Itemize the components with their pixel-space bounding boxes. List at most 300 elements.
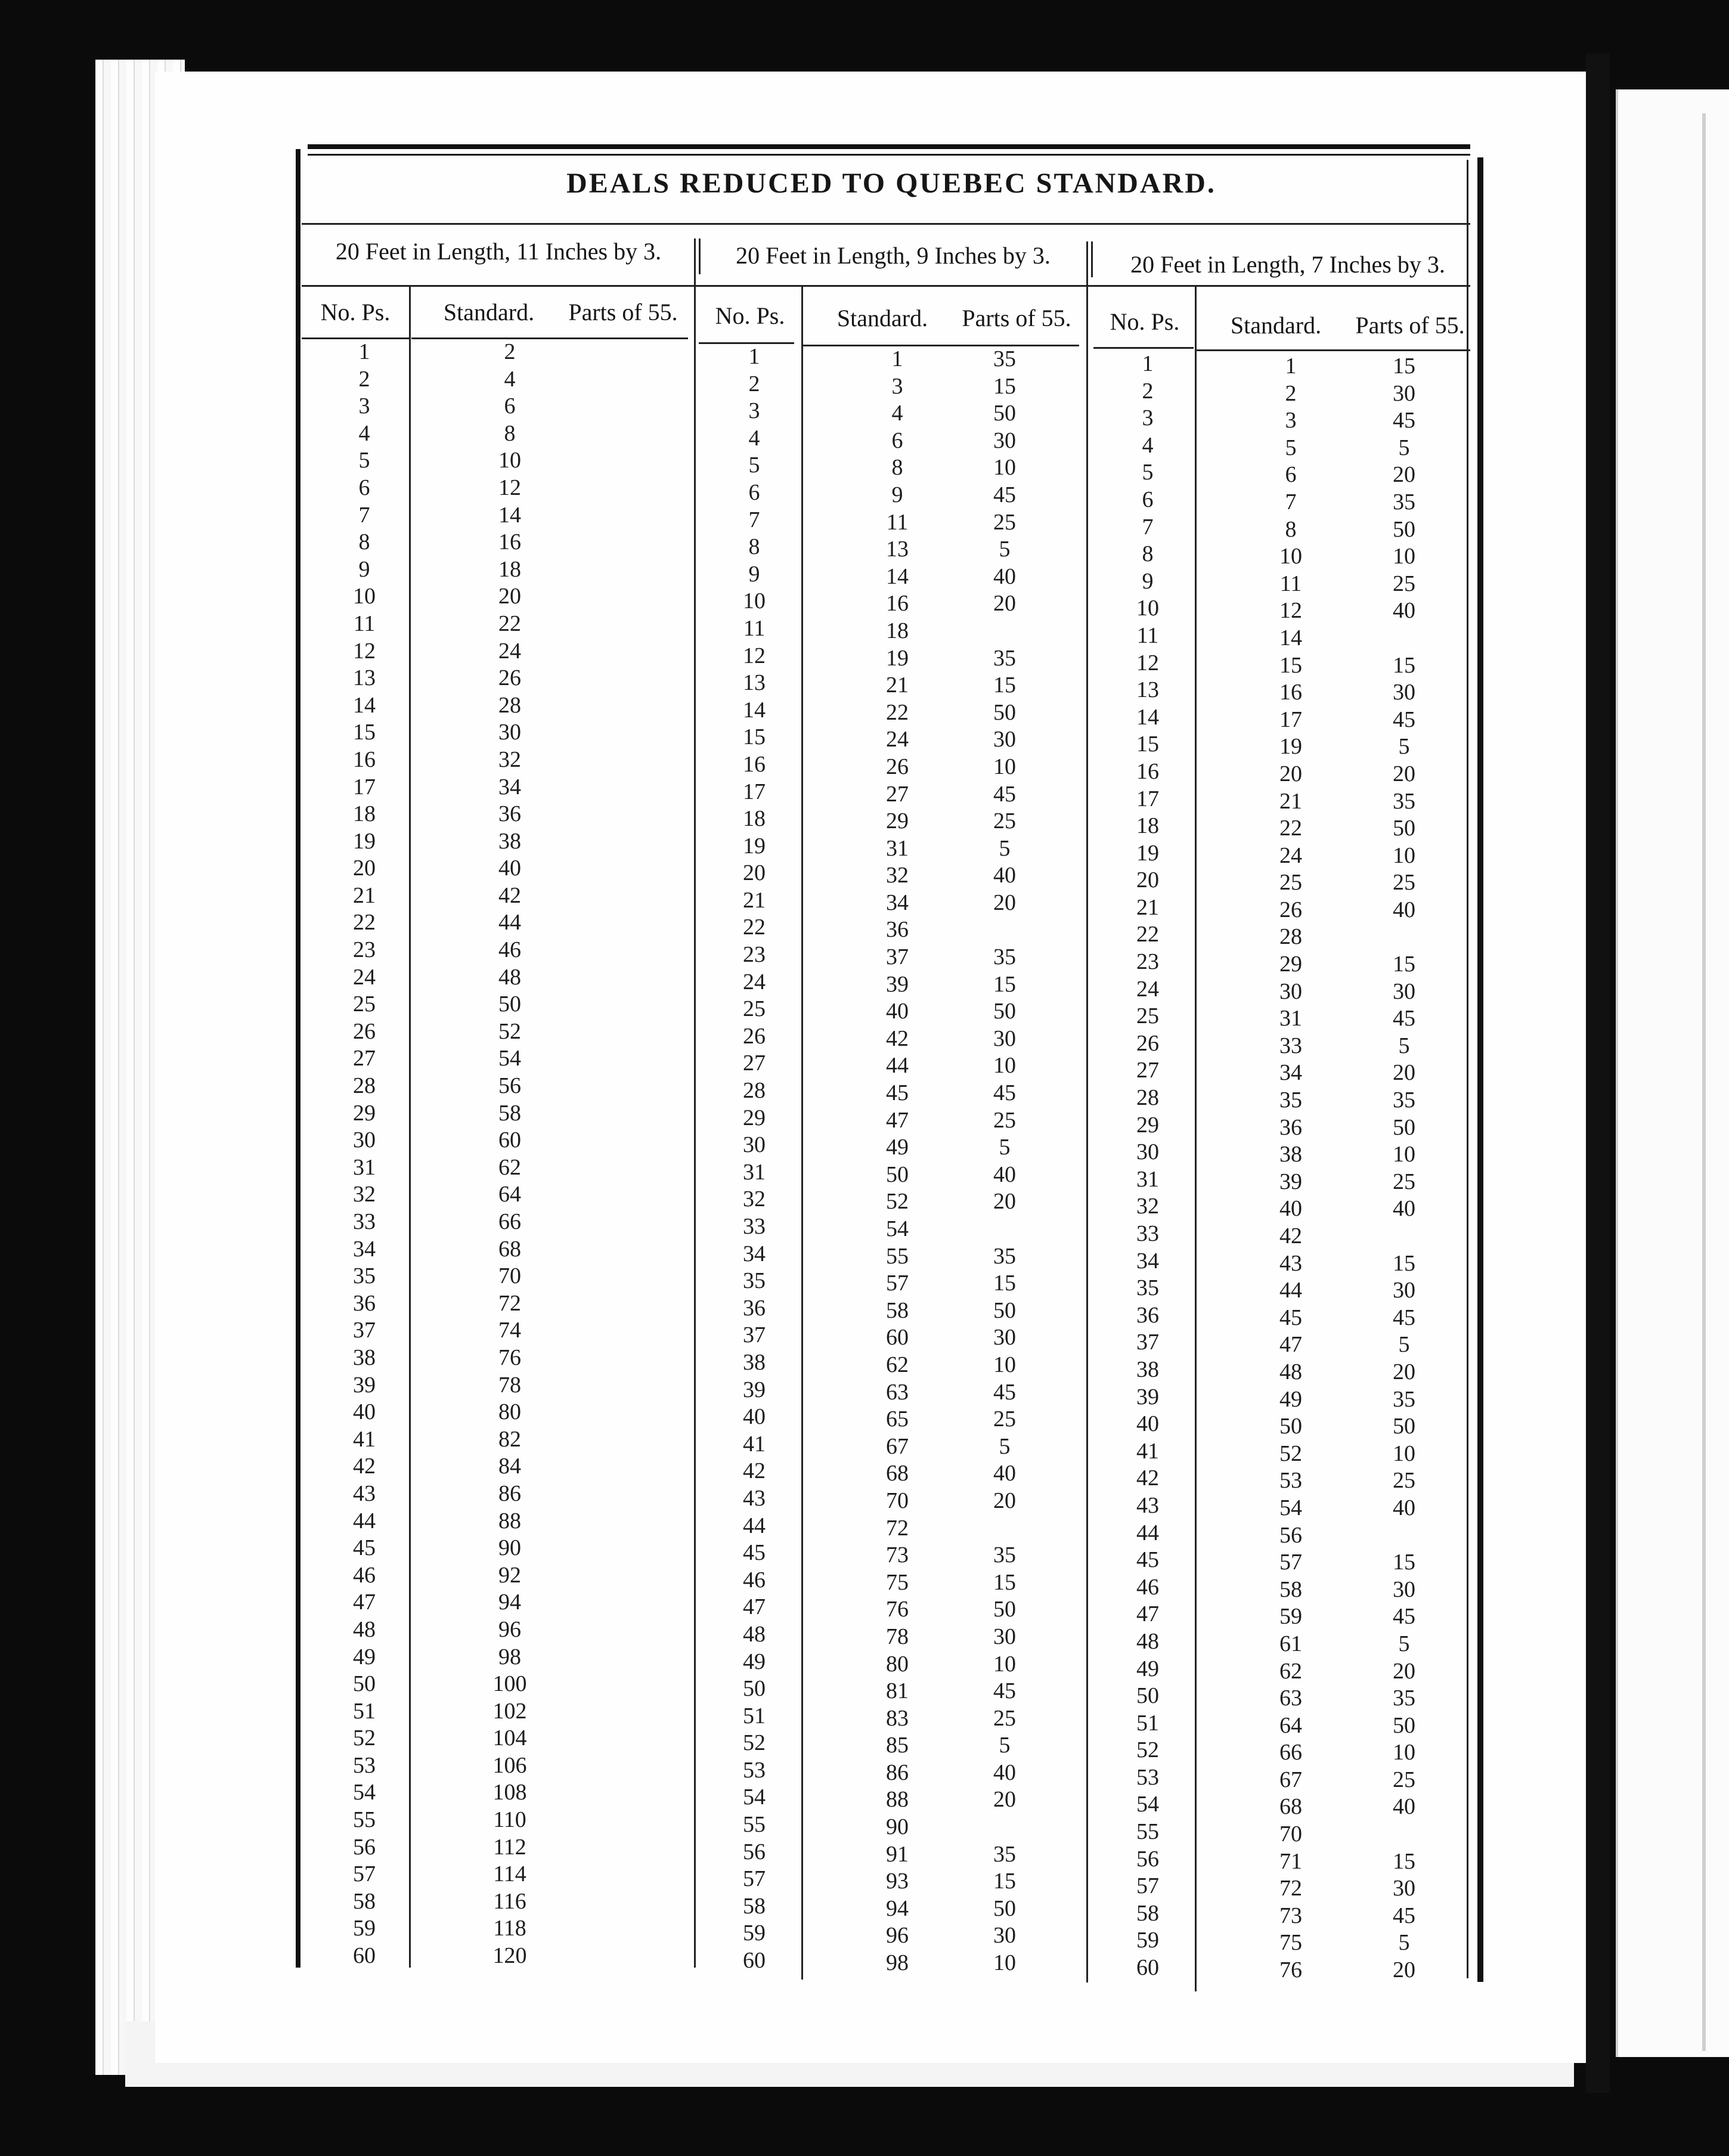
table-cell-standard: 6 (1285, 462, 1297, 488)
table-cell-parts: 30 (1393, 680, 1415, 705)
table-cell-no: 33 (1136, 1221, 1159, 1246)
table-cell-standard: 72 (498, 1290, 521, 1316)
table-cell-no: 7 (748, 507, 760, 532)
table-cell-no: 50 (743, 1676, 766, 1702)
table-cell-parts: 10 (993, 1950, 1016, 1976)
colhead-std-2: Standard. (836, 305, 928, 332)
table-cell-no: 57 (353, 1861, 376, 1887)
table-cell-no: 15 (353, 720, 376, 745)
table-cell-parts: 50 (993, 999, 1016, 1024)
table-cell-standard: 94 (498, 1590, 521, 1615)
table-cell-parts: 5 (1398, 435, 1410, 460)
table-cell-parts: 20 (993, 1189, 1016, 1215)
table-cell-parts (572, 774, 686, 801)
table-cell-parts: 5 (999, 1135, 1011, 1160)
table-cell-parts: 40 (993, 1461, 1016, 1486)
table-cell-parts (572, 964, 686, 992)
table-9in-parts-column (954, 346, 1055, 1977)
table-cell-standard: 10 (1279, 544, 1302, 569)
table-cell-parts: 25 (1393, 1169, 1415, 1194)
heading-rule (302, 285, 1470, 287)
table-7in-no-column (1097, 351, 1198, 1982)
table-cell-no: 26 (353, 1018, 376, 1044)
table-cell-no: 59 (1136, 1928, 1159, 1953)
table-cell-no: 46 (743, 1567, 766, 1593)
table-cell-parts: 45 (993, 1678, 1016, 1704)
table-cell-no: 8 (1142, 541, 1154, 567)
table-cell-no: 48 (1136, 1628, 1159, 1654)
table-cell-no: 51 (743, 1703, 766, 1728)
table-cell-parts: 10 (1393, 1142, 1415, 1167)
table-cell-standard: 26 (1279, 897, 1302, 922)
table-cell-parts (572, 1317, 686, 1345)
table-cell-parts: 5 (999, 1733, 1011, 1758)
table-cell-standard: 29 (886, 808, 909, 834)
table-cell-standard: 40 (498, 856, 521, 881)
table-cell-parts (572, 1480, 686, 1508)
table-cell-no: 54 (743, 1785, 766, 1810)
table-cell-no: 59 (743, 1920, 766, 1946)
table-cell-standard: 45 (886, 1080, 909, 1106)
table-cell-no: 21 (353, 882, 376, 908)
table-cell-standard: 42 (1279, 1223, 1302, 1249)
table-cell-no: 19 (1136, 840, 1159, 866)
table-cell-no: 15 (1136, 732, 1159, 757)
table-cell-standard: 31 (886, 835, 909, 861)
table-cell-no: 41 (353, 1426, 376, 1452)
table-cell-parts (572, 1535, 686, 1562)
table-cell-parts: 25 (993, 1107, 1016, 1133)
table-cell-no: 16 (1136, 758, 1159, 784)
table-cell-no: 7 (1142, 514, 1154, 540)
table-cell-parts: 30 (993, 1624, 1016, 1649)
table-cell-standard: 76 (498, 1345, 521, 1370)
table-cell-no: 38 (1136, 1356, 1159, 1382)
table-cell-standard: 118 (493, 1916, 526, 1941)
table-cell-standard: 20 (1279, 761, 1302, 786)
table-cell-no: 55 (353, 1807, 376, 1833)
table-cell-no: 6 (748, 479, 760, 505)
table-cell-parts (572, 1100, 686, 1127)
table-cell-no: 41 (743, 1431, 766, 1457)
table-cell-no: 37 (743, 1322, 766, 1348)
table-cell-no: 29 (743, 1105, 766, 1130)
table-cell-parts (572, 1644, 686, 1671)
table-cell-standard: 24 (886, 727, 909, 752)
table-cell-no: 14 (743, 697, 766, 723)
table-cell-parts: 20 (1393, 1957, 1415, 1983)
table-cell-standard: 57 (886, 1271, 909, 1296)
table-cell-standard: 12 (498, 475, 521, 500)
table-cell-no: 4 (1142, 432, 1154, 458)
table-cell-standard: 28 (1279, 924, 1302, 950)
table-cell-parts: 15 (993, 673, 1016, 698)
colhead-no-2: No. Ps. (715, 302, 785, 329)
table-cell-parts (572, 1290, 686, 1318)
table-cell-parts: 20 (1393, 761, 1415, 786)
table-cell-parts (954, 1515, 1055, 1542)
table-7in-standard-column (1240, 353, 1341, 1984)
table-cell-standard: 44 (498, 910, 521, 935)
table-cell-no: 32 (353, 1182, 376, 1207)
table-cell-standard: 1 (1285, 354, 1297, 379)
table-cell-parts (572, 1834, 686, 1861)
table-cell-parts: 35 (1393, 1386, 1415, 1412)
table-cell-no: 53 (353, 1752, 376, 1778)
table-cell-standard: 46 (498, 937, 521, 963)
table-cell-standard: 37 (886, 944, 909, 970)
table-cell-no: 22 (353, 910, 376, 935)
table-cell-standard: 90 (498, 1535, 521, 1561)
table-cell-no: 25 (743, 996, 766, 1022)
table-cell-parts: 20 (1393, 1658, 1415, 1684)
table-cell-parts (572, 665, 686, 692)
table-cell-no: 9 (748, 561, 760, 587)
table-cell-standard: 54 (498, 1046, 521, 1071)
table-cell-parts (572, 1725, 686, 1752)
table-cell-standard: 22 (498, 611, 521, 636)
table-9in-standard-column (847, 346, 948, 1977)
title-rule (302, 223, 1470, 225)
table-cell-parts: 10 (1393, 544, 1415, 569)
table-cell-no: 17 (1136, 786, 1159, 811)
table-cell-no: 28 (353, 1073, 376, 1099)
table-cell-no: 30 (743, 1132, 766, 1158)
table-cell-parts: 5 (1398, 1033, 1410, 1058)
table-cell-standard: 49 (1279, 1386, 1302, 1412)
table-cell-standard: 62 (498, 1154, 521, 1180)
table-cell-standard: 104 (492, 1726, 527, 1751)
table-cell-standard: 16 (886, 591, 909, 617)
table-cell-standard: 64 (498, 1182, 521, 1207)
table-cell-no: 50 (353, 1671, 376, 1697)
table-cell-parts: 35 (1393, 1686, 1415, 1711)
table-cell-standard: 88 (498, 1508, 521, 1534)
colhead-no-1: No. Ps. (320, 299, 391, 326)
table-cell-standard: 44 (1279, 1278, 1302, 1303)
table-cell-parts: 25 (993, 509, 1016, 535)
table-cell-standard: 28 (498, 692, 521, 718)
table-cell-standard: 80 (886, 1651, 909, 1677)
table-cell-parts: 25 (993, 1407, 1016, 1432)
colhead-std-1: Standard. (443, 299, 535, 326)
table-cell-parts: 20 (993, 1787, 1016, 1813)
table-cell-parts: 35 (993, 346, 1016, 371)
table-cell-parts (572, 1752, 686, 1780)
table-cell-parts: 20 (1393, 1359, 1415, 1384)
table-cell-no: 8 (748, 534, 760, 560)
table-cell-standard: 19 (1279, 734, 1302, 760)
table-cell-parts: 25 (1393, 571, 1415, 596)
table-cell-standard: 39 (1279, 1169, 1302, 1194)
table-cell-no: 56 (743, 1839, 766, 1864)
table-cell-standard: 40 (1279, 1196, 1302, 1222)
table-cell-parts: 25 (1393, 870, 1415, 896)
table-cell-no: 33 (743, 1214, 766, 1239)
table-cell-no: 36 (353, 1290, 376, 1316)
table-cell-parts: 30 (993, 1923, 1016, 1949)
table-cell-standard: 49 (886, 1135, 909, 1160)
table-cell-standard: 60 (886, 1325, 909, 1350)
table-cell-no: 19 (743, 833, 766, 859)
table-cell-standard: 6 (504, 394, 516, 419)
table-cell-no: 43 (353, 1480, 376, 1506)
table-cell-parts (954, 1814, 1055, 1841)
page-title: DEALS REDUCED TO QUEBEC STANDARD. (566, 168, 1216, 199)
table-cell-no: 40 (743, 1404, 766, 1430)
table-cell-standard: 67 (1279, 1767, 1302, 1792)
table-cell-parts: 50 (1393, 516, 1415, 542)
table-cell-no: 42 (353, 1454, 376, 1479)
table-cell-standard: 70 (498, 1263, 521, 1289)
table-cell-no: 10 (743, 588, 766, 614)
table-cell-parts: 5 (999, 537, 1011, 562)
table-cell-parts (572, 1698, 686, 1726)
table-cell-parts: 25 (1393, 1468, 1415, 1494)
table-cell-parts (572, 1915, 686, 1943)
table-cell-no: 13 (743, 670, 766, 696)
table-cell-parts (572, 1616, 686, 1644)
table-cell-parts: 35 (993, 944, 1016, 970)
table-cell-parts: 35 (993, 1243, 1016, 1269)
table-cell-no: 21 (743, 887, 766, 913)
section-heading-11in: 20 Feet in Length, 11 Inches by 3. (335, 238, 662, 265)
colhead-parts-2: Parts of 55. (962, 305, 1071, 332)
table-cell-parts (572, 556, 686, 584)
table-cell-parts: 20 (1393, 1060, 1415, 1086)
table-cell-standard: 14 (886, 563, 909, 589)
table-cell-standard: 24 (498, 638, 521, 664)
section-heading-9in: 20 Feet in Length, 9 Inches by 3. (736, 242, 1051, 269)
table-cell-parts: 10 (1393, 1740, 1415, 1765)
table-cell-standard: 83 (886, 1705, 909, 1731)
table-cell-parts: 40 (993, 1760, 1016, 1785)
table-cell-no: 16 (743, 751, 766, 777)
table-cell-parts (572, 1807, 686, 1834)
table-cell-parts: 30 (993, 428, 1016, 453)
table-cell-parts: 15 (1393, 1250, 1415, 1276)
table-cell-parts: 50 (993, 1597, 1016, 1622)
table-cell-standard: 3 (1285, 408, 1297, 433)
table-cell-standard: 76 (886, 1597, 909, 1622)
table-cell-parts (572, 828, 686, 856)
table-cell-standard: 100 (492, 1671, 527, 1697)
table-cell-standard: 70 (886, 1488, 909, 1513)
table-cell-parts: 35 (993, 1542, 1016, 1568)
table-cell-no: 11 (353, 611, 376, 636)
table-cell-no: 13 (353, 665, 376, 691)
table-cell-no: 44 (353, 1508, 376, 1534)
table-cell-parts (572, 447, 686, 475)
table-cell-parts: 40 (993, 563, 1016, 589)
table-cell-standard: 34 (1279, 1060, 1302, 1086)
table-cell-no: 17 (743, 779, 766, 804)
table-cell-parts: 20 (993, 1488, 1016, 1513)
table-cell-parts: 5 (999, 1433, 1011, 1459)
table-cell-no: 19 (353, 828, 376, 854)
table-cell-parts: 40 (993, 1161, 1016, 1187)
table-cell-parts (572, 1045, 686, 1073)
table-cell-standard: 54 (886, 1216, 909, 1241)
table-cell-parts: 45 (1393, 1305, 1415, 1330)
table-11in-standard-column (453, 339, 566, 1970)
table-cell-no: 10 (353, 584, 376, 609)
table-cell-no: 13 (1136, 677, 1159, 703)
table-cell-parts: 15 (1393, 952, 1415, 977)
table-cell-standard: 9 (891, 482, 903, 507)
table-cell-no: 40 (353, 1399, 376, 1425)
table-cell-parts (1353, 1223, 1455, 1250)
table-cell-no: 35 (353, 1263, 376, 1289)
table-cell-no: 16 (353, 746, 376, 772)
table-cell-standard: 50 (1279, 1414, 1302, 1439)
table-cell-standard: 14 (1279, 625, 1302, 650)
table-cell-no: 35 (1136, 1275, 1159, 1301)
table-cell-parts: 45 (993, 1080, 1016, 1106)
table-cell-standard: 86 (498, 1480, 521, 1506)
table-cell-parts (572, 1372, 686, 1399)
table-cell-parts: 10 (993, 754, 1016, 779)
table-cell-no: 60 (1136, 1955, 1159, 1981)
table-cell-no: 20 (353, 856, 376, 881)
table-cell-standard: 56 (498, 1073, 521, 1099)
table-cell-no: 38 (743, 1349, 766, 1375)
table-cell-parts (572, 393, 686, 420)
table-cell-standard: 58 (498, 1100, 521, 1126)
table-cell-standard: 72 (886, 1515, 909, 1541)
table-cell-parts: 45 (1393, 1604, 1415, 1630)
table-cell-no: 58 (353, 1888, 376, 1914)
table-cell-parts (572, 1943, 686, 1970)
table-cell-standard: 27 (886, 781, 909, 807)
table-cell-standard: 120 (492, 1943, 527, 1969)
table-cell-standard: 59 (1279, 1604, 1302, 1630)
table-cell-parts: 50 (1393, 1712, 1415, 1738)
table-cell-standard: 22 (886, 699, 909, 725)
table-cell-parts: 50 (993, 1895, 1016, 1921)
section-divider-1b (699, 238, 701, 274)
table-frame-right-thin (1467, 160, 1468, 1978)
table-cell-parts: 30 (1393, 1278, 1415, 1303)
table-cell-standard: 44 (886, 1053, 909, 1079)
table-cell-no: 58 (743, 1893, 766, 1919)
table-cell-parts: 25 (993, 808, 1016, 834)
table-cell-no: 14 (353, 692, 376, 718)
table-cell-standard: 75 (886, 1569, 909, 1595)
table-cell-no: 12 (353, 638, 376, 664)
table-cell-parts (572, 855, 686, 882)
table-cell-standard: 47 (1279, 1332, 1302, 1358)
table-cell-no: 48 (353, 1616, 376, 1642)
table-cell-no: 22 (743, 915, 766, 940)
table-cell-no: 6 (1142, 487, 1154, 512)
table-cell-standard: 31 (1279, 1006, 1302, 1031)
table-cell-no: 44 (743, 1513, 766, 1538)
table-cell-no: 54 (353, 1780, 376, 1805)
table-cell-no: 54 (1136, 1792, 1159, 1817)
table-cell-parts: 45 (993, 781, 1016, 807)
table-cell-parts: 35 (1393, 788, 1415, 814)
table-cell-no: 21 (1136, 894, 1159, 920)
table-cell-standard: 55 (886, 1243, 909, 1269)
table-cell-standard: 72 (1279, 1876, 1302, 1901)
table-cell-parts: 25 (1393, 1767, 1415, 1792)
colhead-rule-3a (1093, 347, 1194, 349)
table-cell-standard: 50 (886, 1161, 909, 1187)
table-cell-no: 56 (353, 1834, 376, 1860)
table-cell-parts (572, 801, 686, 828)
table-cell-parts: 10 (1393, 1441, 1415, 1466)
table-cell-parts: 50 (1393, 1114, 1415, 1140)
table-cell-parts (572, 692, 686, 720)
table-cell-parts: 45 (993, 482, 1016, 507)
table-cell-standard: 92 (498, 1562, 521, 1588)
table-cell-no: 55 (1136, 1819, 1159, 1845)
table-cell-no: 45 (1136, 1547, 1159, 1573)
table-cell-no: 18 (743, 806, 766, 832)
table-cell-no: 50 (1136, 1683, 1159, 1709)
table-cell-no: 37 (1136, 1330, 1159, 1355)
table-cell-parts (1353, 625, 1455, 652)
table-cell-standard: 66 (1279, 1740, 1302, 1765)
table-cell-parts: 30 (1393, 380, 1415, 406)
table-cell-parts (572, 1671, 686, 1698)
table-cell-no: 27 (353, 1046, 376, 1071)
table-cell-standard: 11 (1279, 571, 1302, 596)
table-cell-standard: 45 (1279, 1305, 1302, 1330)
table-cell-standard: 54 (1279, 1495, 1302, 1520)
table-cell-no: 12 (743, 643, 766, 668)
table-cell-no: 26 (743, 1023, 766, 1049)
table-cell-no: 25 (353, 992, 376, 1017)
table-cell-standard: 64 (1279, 1712, 1302, 1738)
table-cell-no: 9 (358, 556, 370, 582)
table-cell-no: 17 (353, 774, 376, 800)
table-cell-parts (572, 1399, 686, 1426)
table-cell-no: 6 (358, 475, 370, 500)
table-cell-standard: 106 (492, 1752, 527, 1778)
table-cell-standard: 7 (1285, 489, 1297, 515)
right-page-edge-line (1702, 113, 1706, 2051)
table-cell-no: 2 (358, 366, 370, 392)
table-cell-no: 56 (1136, 1846, 1159, 1872)
table-cell-no: 20 (1136, 868, 1159, 893)
table-cell-parts: 15 (1393, 1550, 1415, 1575)
table-cell-parts: 35 (1393, 489, 1415, 515)
table-cell-standard: 19 (886, 645, 909, 671)
table-cell-parts: 15 (1393, 354, 1415, 379)
table-cell-standard: 32 (498, 746, 521, 772)
table-cell-no: 22 (1136, 922, 1159, 947)
table-cell-standard: 81 (886, 1678, 909, 1704)
table-cell-standard: 68 (1279, 1794, 1302, 1820)
table-cell-parts (954, 1216, 1055, 1243)
table-cell-parts: 15 (1393, 652, 1415, 678)
table-cell-no: 33 (353, 1209, 376, 1234)
section-heading-7in: 20 Feet in Length, 7 Inches by 3. (1130, 251, 1445, 278)
table-cell-no: 3 (748, 398, 760, 424)
table-cell-parts: 30 (993, 1325, 1016, 1350)
colhead-parts-3: Parts of 55. (1355, 312, 1465, 339)
colhead-rule-3b (1196, 349, 1470, 351)
table-cell-standard: 75 (1279, 1930, 1302, 1956)
table-cell-standard: 68 (498, 1236, 521, 1262)
table-cell-standard: 82 (498, 1426, 521, 1452)
table-cell-standard: 52 (498, 1018, 521, 1044)
table-cell-standard: 56 (1279, 1522, 1302, 1548)
table-cell-no: 45 (743, 1540, 766, 1566)
table-cell-standard: 112 (493, 1834, 526, 1860)
